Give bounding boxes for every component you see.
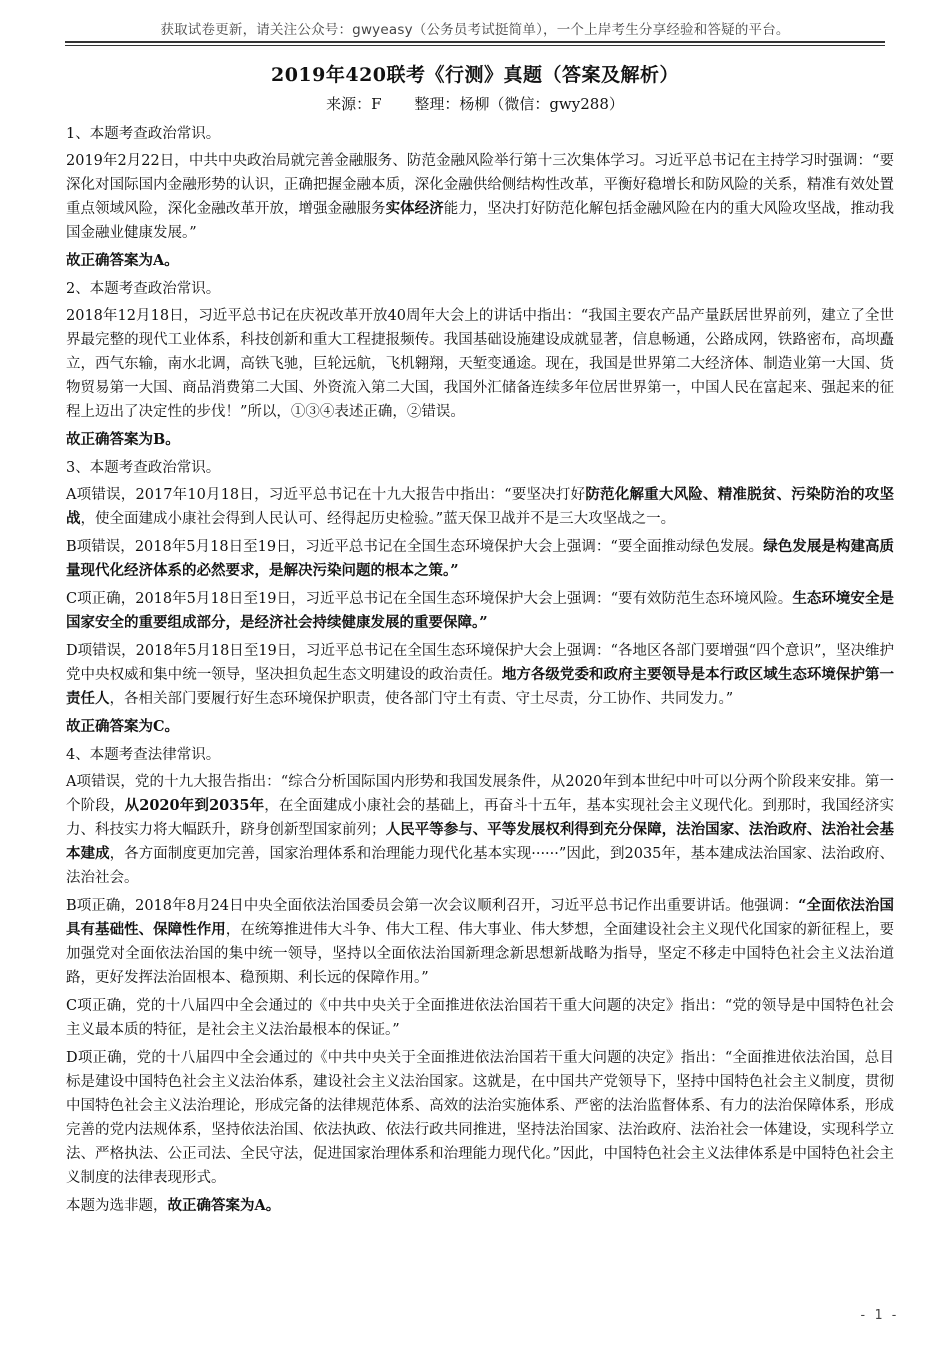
section-heading: 3、本题考查政治常识。: [66, 460, 221, 476]
text-run: ，在全面建成小康社会的基础上，再奋斗十五年，基本实现社会主义现代化。到那时，我国经济实力、科技实力将大幅跃升，跻身创新型国家前列；: [66, 798, 895, 838]
paragraph: [66, 639, 894, 711]
text-run: D项正确，党的十八届四中全会通过的《中共中央关于全面推进依法治国若干重大问题的决定》指出：“全面推进依法治国，总目标是建设中国特色社会主义法治体系，建设社会主义法治国家。这就是，在中国共产党领导下，坚持中国特色社会主义制度，贯彻中国特色社会主义法治理论，形成完备的法律规范体系、高效的法治实施体系、严密的法治监督体系、有力的法治保障体系，形成完善的党内法规体系，坚持依法治国、依法执政、依法行政共同推进，坚持法治国家、法治政府、法治社会一体建设，实现科学立法、严格执法、公正司法、全民守法，促进国家治理体系和治理能力现代化。”因此，中国特色社会主义法律体系是中国特色社会主义制度的法律表现形式。: [66, 1050, 894, 1186]
bold-text: 防范化解重大风险、精准脱贫、污染防治的攻坚战: [66, 486, 895, 527]
bold-text: “全面依法治国具有基础性、保障性作用: [66, 897, 895, 938]
text-run: D项错误，2018年5月18日至19日，习近平总书记在全国生态环境保护大会上强调：“各地区各部门要增强“四个意识”，坚决维护党中央权威和集中统一领导，坚决担负起生态文明建设的政治责任。: [66, 643, 894, 683]
text-run: ，在统筹推进伟大斗争、伟大工程、伟大事业、伟大梦想，全面建设社会主义现代化国家的新征程上，要加强党对全面依法治国的集中统一领导，坚持以全面依法治国新理念新思想新战略为指导，坚定不移走中国特色社会主义法治道路，更好发挥法治固根本、稳预期、利长远的保障作用。”: [66, 922, 894, 986]
header-rule: [65, 41, 885, 43]
source-line: [0, 93, 950, 114]
text-run: A项错误，党的十九大报告指出：“综合分析国际国内形势和我国发展条件，从2020年到本世纪中叶可以分两个阶段来安排。第一个阶段，: [66, 774, 894, 814]
paragraph: [66, 483, 894, 531]
answer-line: 故正确答案为A。: [66, 252, 179, 269]
section-heading: 4、本题考查法律常识。: [66, 747, 221, 763]
paragraph: [66, 994, 894, 1042]
page-title: 2019年420联考《行测》真题（答案及解析）: [270, 64, 680, 86]
page-number: - 1 -: [858, 1308, 898, 1323]
text-run: A项错误，2017年10月18日，习近平总书记在十九大报告中指出：“要坚决打好: [66, 487, 586, 503]
section-heading: 2、本题考查政治常识。: [66, 281, 221, 297]
bold-text: 地方各级党委和政府主要领导是本行政区域生态环境保护第一责任人: [66, 666, 895, 707]
section-heading: 1、本题考查政治常识。: [66, 126, 221, 142]
source-label: 来源：F: [326, 95, 382, 113]
header-note: 获取试卷更新，请关注公众号：gwyeasy（公务员考试挺简单），一个上岸考生分享经验和答疑的平台。: [160, 22, 790, 38]
bold-text: 故正确答案为A。: [167, 1197, 281, 1214]
bold-text: 人民平等参与、平等发展权利得到充分保障，法治国家、法治政府、法治社会基本建成: [66, 821, 894, 862]
text-run: C项正确，2018年5月18日至19日，习近平总书记在全国生态环境保护大会上强调：“要有效防范生态环境风险。: [66, 591, 793, 607]
bold-text: 生态环境安全是国家安全的重要组成部分，是经济社会持续健康发展的重要保障。”: [66, 590, 894, 631]
text-run: ，使全面建成小康社会得到人民认可、经得起历史检验。”蓝天保卫战并不是三大攻坚战之一。: [80, 511, 676, 527]
bold-text: 从2020年到2035年: [124, 797, 265, 814]
paragraph: [66, 894, 894, 990]
paragraph: [66, 149, 894, 245]
text-run: 本题为选非题，: [66, 1198, 168, 1214]
paragraph: [66, 587, 894, 635]
editor-label: 整理：杨柳（微信：gwy288）: [414, 95, 624, 113]
paragraph: [66, 535, 894, 583]
text-run: B项正确，2018年8月24日中央全面依法治国委员会第一次会议顺利召开，习近平总书记作出重要讲话。他强调：: [66, 898, 799, 914]
text-run: ，各相关部门要履行好生态环境保护职责，使各部门守土有责、守土尽责，分工协作、共同发力。”: [109, 691, 734, 707]
text-run: ，各方面制度更加完善，国家治理体系和治理能力现代化基本实现······”因此，到2035年，基本建成法治国家、法治政府、法治社会。: [66, 846, 895, 886]
paragraph: [66, 304, 894, 424]
document-body: [66, 120, 894, 1222]
answer-line: 故正确答案为C。: [66, 718, 180, 735]
text-run: C项正确，党的十八届四中全会通过的《中共中央关于全面推进依法治国若干重大问题的决定》指出：“党的领导是中国特色社会主义最本质的特征，是社会主义法治最根本的保证。”: [66, 998, 894, 1038]
paragraph: [66, 1194, 894, 1218]
header-rule-thin: [65, 45, 885, 46]
paragraph: [66, 1046, 894, 1190]
answer-line: 故正确答案为B。: [66, 431, 180, 448]
bold-text: 绿色发展是构建高质量现代化经济体系的必然要求，是解决污染问题的根本之策。”: [66, 538, 895, 579]
text-run: 2019年2月22日，中共中央政治局就完善金融服务、防范金融风险举行第十三次集体学习。习近平总书记在主持学习时强调：“要深化对国际国内金融形势的认识，正确把握金融本质，深化金融供给侧结构性改革，平衡好稳增长和防风险的关系，精准有效处置重点领域风险，深化金融改革开放，增强金融服务: [66, 153, 894, 217]
text-run: 2018年12月18日，习近平总书记在庆祝改革开放40周年大会上的讲话中指出：“我国主要农产品产量跃居世界前列，建立了全世界最完整的现代工业体系，科技创新和重大工程捷报频传。我国基础设施建设成就显著，信息畅通，公路成网，铁路密布，高坝矗立，西气东输，南水北调，高铁飞驰，巨轮远航，飞机翱翔，天堑变通途。现在，我国是世界第二大经济体、制造业第一大国、货物贸易第一大国、商品消费第二大国、外资流入第二大国，我国外汇储备连续多年位居世界第一，中国人民在富起来、强起来的征程上迈出了决定性的步伐！”所以，①③④表述正确，②错误。: [66, 308, 894, 420]
bold-text: 实体经济: [385, 200, 444, 217]
text-run: B项错误，2018年5月18日至19日，习近平总书记在全国生态环境保护大会上强调：“要全面推动绿色发展。: [66, 539, 764, 555]
paragraph: [66, 770, 894, 890]
text-run: 能力，坚决打好防范化解包括金融风险在内的重大风险攻坚战，推动我国金融业健康发展。”: [66, 201, 895, 241]
